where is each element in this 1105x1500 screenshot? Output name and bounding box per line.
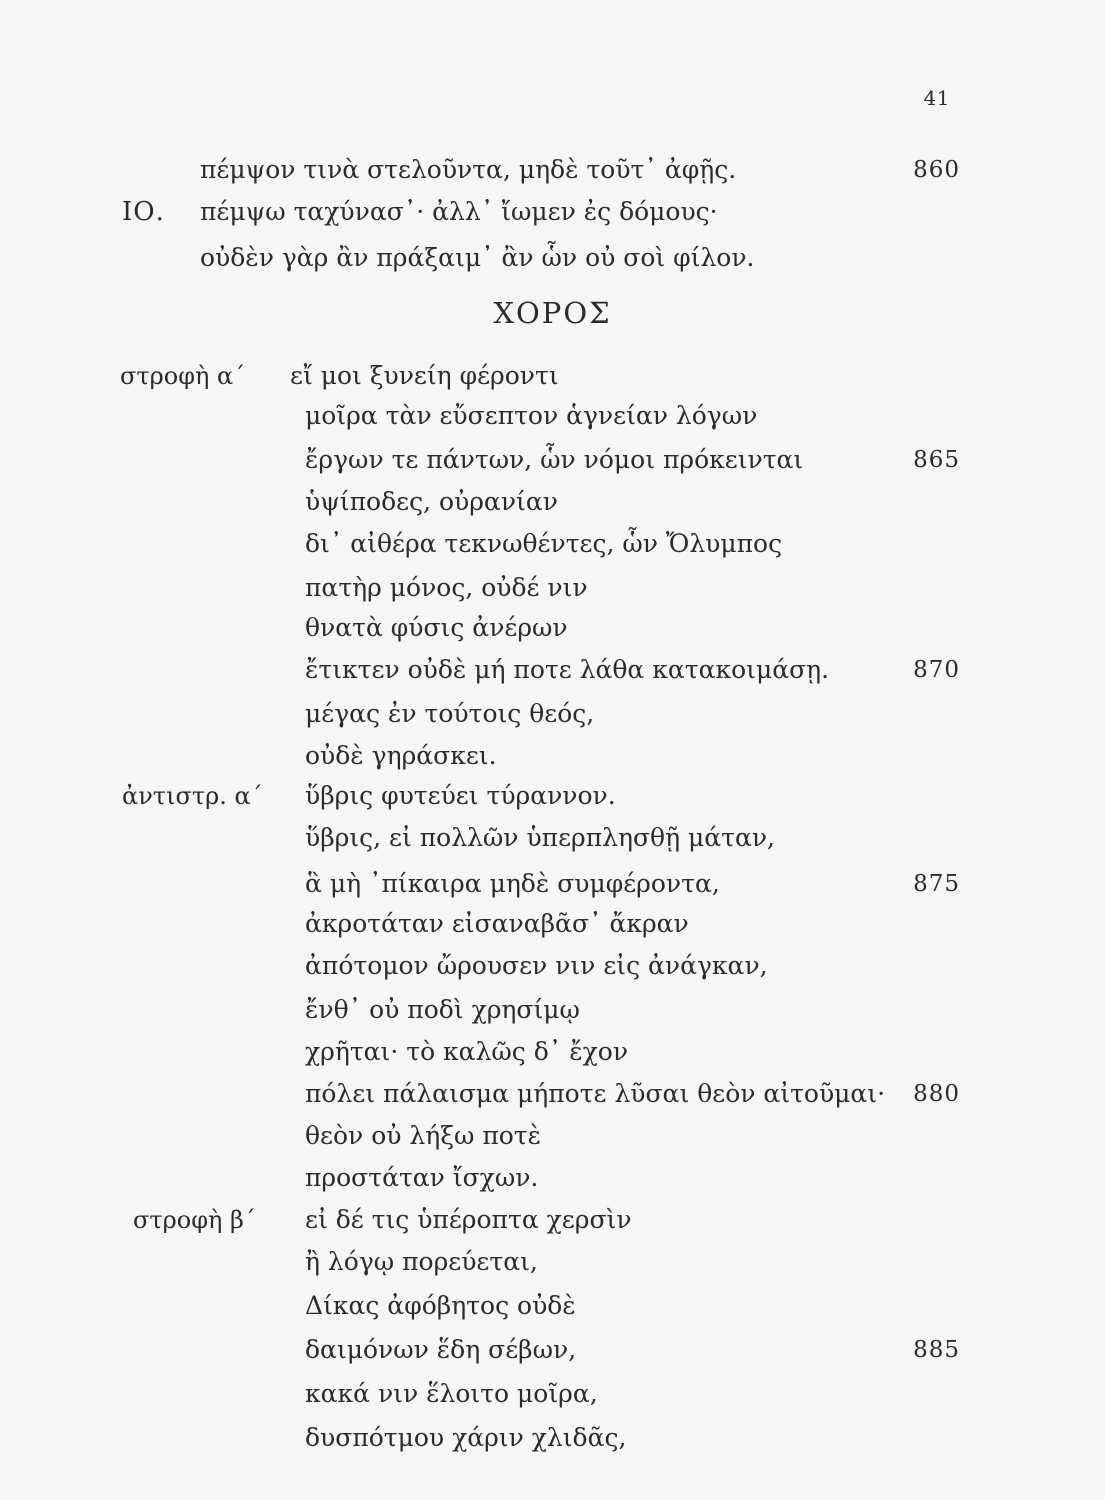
line-number: 865 [913,447,960,473]
verse-line [0,776,1105,816]
verse-text: χρῆται· τὸ καλῶς δ᾽ ἔχον [305,1037,629,1066]
speaker-label: ΙΟ. [122,197,165,227]
verse-line [0,1158,1105,1198]
verse-text: οὐδὲ γηράσκει. [305,741,497,770]
verse-text: θνατὰ φύσις ἀνέρων [305,613,568,642]
strophe-label: ἀντιστρ. α΄ [122,782,263,810]
verse-line [0,238,1105,278]
verse-line [0,192,1105,232]
verse-line [0,694,1105,734]
verse-text: ἀπότομον ὤρουσεν νιν εἰς ἀνάγκαν, [305,951,768,980]
verse-line [0,482,1105,522]
verse-text: εἰ δέ τις ὑπέροπτα χερσὶν [305,1205,632,1234]
verse-text: ἢ λόγῳ πορεύεται, [305,1247,538,1276]
verse-line [0,650,1105,690]
verse-line [0,990,1105,1030]
verse-text: ὑψίποδες, οὐρανίαν [305,487,558,516]
verse-text: πέμψω ταχύνασ᾽· ἀλλ᾽ ἴωμεν ἐς δόμους· [200,197,718,226]
verse-text: ἔργων τε πάντων, ὧν νόμοι πρόκεινται [305,445,804,474]
verse-text: δι᾽ αἰθέρα τεκνωθέντες, ὧν Ὄλυμπος [305,529,783,558]
line-number: 880 [913,1081,960,1107]
verse-line [0,946,1105,986]
line-number: 875 [913,871,960,897]
verse-line [0,864,1105,904]
verse-line [0,440,1105,480]
verse-text: θεὸν οὐ λήξω ποτὲ [305,1121,542,1150]
verse-line [0,608,1105,648]
verse-line [0,1374,1105,1414]
verse-text: ἔτικτεν οὐδὲ μή ποτε λάθα κατακοιμάσῃ. [305,655,830,684]
verse-line [0,1330,1105,1370]
verse-line [0,524,1105,564]
chorus-heading: ΧΟΡΟΣ [493,296,612,330]
page-number: 41 [923,86,950,110]
verse-line [0,1116,1105,1156]
strophe-label: στροφὴ α΄ [120,362,246,390]
strophe-label: στροφὴ β΄ [133,1206,256,1234]
verse-text: μοῖρα τὰν εὔσεπτον ἁγνείαν λόγων [305,401,758,430]
line-number: 870 [913,657,960,683]
verse-text: δαιμόνων ἕδη σέβων, [305,1335,577,1364]
verse-line [0,356,1105,396]
verse-line [0,1418,1105,1458]
verse-text: ἀκροτάταν εἰσαναβᾶσ᾽ ἄκραν [305,909,689,938]
verse-line [0,150,1105,190]
verse-line [0,736,1105,776]
verse-line [0,1242,1105,1282]
verse-text: ὕβρις, εἰ πολλῶν ὑπερπλησθῇ μάταν, [305,823,776,852]
verse-line [0,904,1105,944]
verse-text: δυσπότμου χάριν χλιδᾶς, [305,1423,627,1452]
verse-line [0,568,1105,608]
verse-line [0,1286,1105,1326]
verse-line [0,396,1105,436]
verse-text: μέγας ἐν τούτοις θεός, [305,699,595,728]
verse-text: εἴ μοι ξυνείη φέροντι [290,361,559,390]
verse-text: ὕβρις φυτεύει τύραννον. [305,781,616,810]
verse-text: Δίκας ἀφόβητος οὐδὲ [305,1291,576,1320]
verse-text: πόλει πάλαισμα μήποτε λῦσαι θεὸν αἰτοῦμαι· [305,1079,886,1108]
verse-line [0,1200,1105,1240]
verse-line [0,1032,1105,1072]
line-number: 860 [913,157,960,183]
verse-line [0,818,1105,858]
verse-line [0,1074,1105,1114]
verse-text: πέμψον τινὰ στελοῦντα, μηδὲ τοῦτ᾽ ἀφῇς. [200,155,737,184]
line-number: 885 [913,1337,960,1363]
verse-text: προστάταν ἴσχων. [305,1163,539,1192]
verse-text: πατὴρ μόνος, οὐδέ νιν [305,573,588,602]
verse-text: οὐδὲν γὰρ ἂν πράξαιμ᾽ ἂν ὧν οὐ σοὶ φίλον. [200,243,755,272]
verse-text: κακά νιν ἕλοιτο μοῖρα, [305,1379,598,1408]
verse-text: ἃ μὴ ᾽πίκαιρα μηδὲ συμφέροντα, [305,869,720,898]
verse-text: ἔνθ᾽ οὐ ποδὶ χρησίμῳ [305,995,580,1024]
